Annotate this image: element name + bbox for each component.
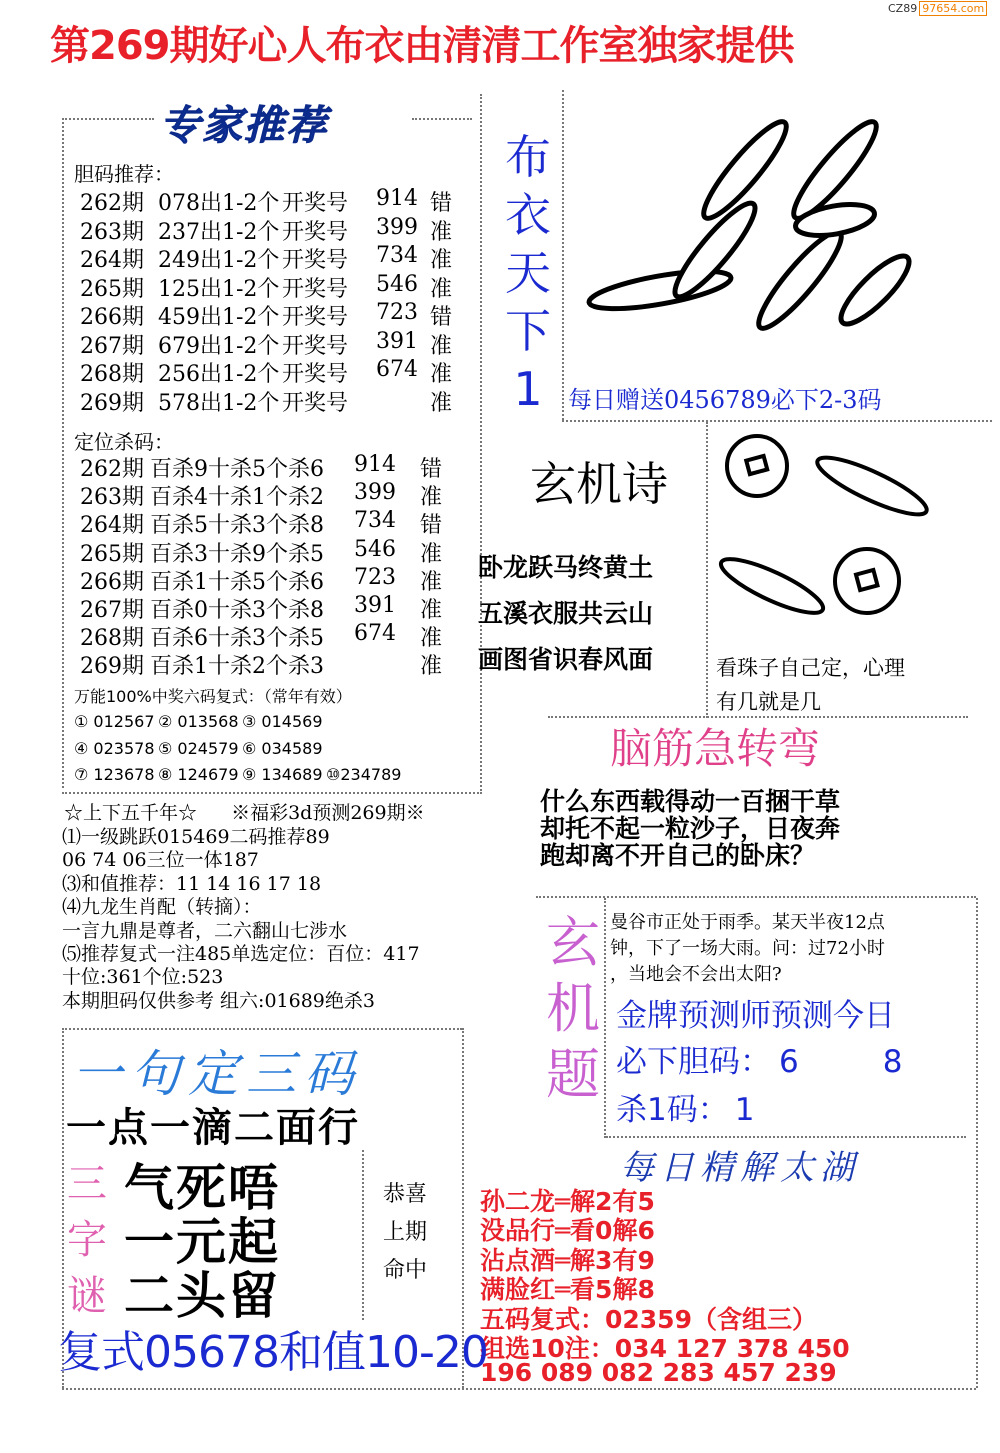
dan-row bbox=[80, 243, 480, 271]
dan-cell: 578出1-2个 bbox=[158, 390, 280, 416]
dan-row bbox=[80, 357, 480, 385]
wanneng-code: ⑧ 124679 bbox=[158, 765, 239, 784]
dan-cell: 准 bbox=[430, 276, 453, 302]
coin-bead-image bbox=[712, 426, 952, 636]
wanneng-code: ⑤ 024579 bbox=[158, 738, 239, 758]
watermark-site[interactable]: 97654.com bbox=[919, 1, 987, 16]
dan-cell: 399 bbox=[376, 214, 418, 240]
kill-cell: 百杀1十杀2个杀3 bbox=[150, 654, 324, 680]
kill-cell: 准 bbox=[420, 654, 443, 680]
gold-line-3 bbox=[616, 1084, 754, 1129]
divider bbox=[706, 422, 708, 718]
three-word-riddle-vertical bbox=[62, 1156, 112, 1324]
dan-cell: 262期 bbox=[80, 191, 144, 216]
dan-cell: 237出1-2个 bbox=[158, 219, 280, 245]
forecast-line: 十位:361个位:523 bbox=[62, 966, 224, 989]
wanneng-row bbox=[74, 712, 474, 736]
taihu-line: 沾点酒═解3有9 bbox=[480, 1245, 655, 1275]
poem-line: 五溪衣服共云山 bbox=[478, 599, 654, 628]
buyi-char: 下 bbox=[505, 304, 551, 358]
kill-cell: 准 bbox=[420, 626, 443, 652]
kill-cell: 266期 bbox=[80, 569, 144, 595]
taihu-line: 五码复式：02359（含组三） bbox=[480, 1304, 817, 1334]
taihu-line: 196 089 082 283 457 239 bbox=[480, 1358, 837, 1388]
divider bbox=[480, 94, 482, 794]
mystery-line: ，当地会不会出太阳? bbox=[610, 964, 782, 985]
wanneng-code: ② 013568 bbox=[158, 712, 239, 731]
divider bbox=[362, 1150, 364, 1320]
dan-cell: 267期 bbox=[80, 333, 144, 359]
riddle-word: 二头留 bbox=[124, 1266, 280, 1325]
kill-cell: 268期 bbox=[80, 626, 144, 652]
poem-line: 卧龙跃马终黄土 bbox=[478, 553, 654, 582]
dan-cell: 679出1-2个 bbox=[158, 333, 280, 359]
three-char: 谜 bbox=[67, 1273, 107, 1319]
congrats-vertical bbox=[380, 1176, 430, 1290]
forecast-line: ⑷九龙生肖配（转摘）： bbox=[62, 896, 262, 919]
kill-cell: 错 bbox=[420, 513, 443, 539]
dan-row bbox=[80, 300, 480, 328]
dan-cell: 723 bbox=[376, 300, 418, 325]
fushi-summary: 复式05678和值10-20 bbox=[58, 1327, 488, 1378]
expert-title: 专家推荐 bbox=[160, 103, 328, 149]
wanneng-row bbox=[74, 739, 474, 763]
gold-dan-label: 必下胆码： bbox=[616, 1044, 771, 1080]
watermark-code: CZ89 bbox=[888, 2, 918, 15]
dan-cell: 391 bbox=[376, 328, 418, 354]
kill-cell: 391 bbox=[354, 593, 396, 618]
dan-label: 胆码推荐： bbox=[74, 162, 174, 186]
bead-pattern-image bbox=[565, 118, 945, 378]
divider bbox=[62, 792, 482, 794]
dan-cell: 开奖号 bbox=[282, 191, 349, 216]
gold-kill-value: 1 bbox=[734, 1092, 755, 1128]
forecast-header-left: ☆上下五千年☆ bbox=[64, 802, 198, 824]
forecast-header-right: ※福彩3d预测269期※ bbox=[231, 802, 425, 824]
kill-cell: 263期 bbox=[80, 485, 144, 511]
gold-kill-label: 杀1码： bbox=[616, 1092, 729, 1128]
gold-line-2 bbox=[616, 1036, 902, 1081]
wanneng-label: 万能100%中奖六码复式：（常年有效） bbox=[74, 687, 352, 706]
taihu-line: 组选10注：034 127 378 450 bbox=[480, 1334, 850, 1363]
dan-cell: 开奖号 bbox=[282, 219, 349, 245]
three-char: 三 bbox=[67, 1161, 107, 1207]
kill-cell: 264期 bbox=[80, 513, 144, 539]
wanneng-code: ④ 023578 bbox=[74, 738, 155, 758]
divider bbox=[62, 118, 64, 788]
riddle-line: 跑却离不开自己的卧床？ bbox=[540, 841, 816, 870]
congrats-word: 上期 bbox=[382, 1220, 427, 1245]
dan-cell: 268期 bbox=[80, 362, 144, 387]
dan-cell: 准 bbox=[430, 219, 453, 245]
sentence-title: 一句定三码 bbox=[72, 1045, 362, 1103]
kill-row bbox=[80, 593, 480, 621]
riddle-title: 脑筋急转弯 bbox=[610, 724, 821, 773]
dan-row bbox=[80, 386, 480, 414]
divider bbox=[62, 1028, 462, 1030]
dan-cell: 开奖号 bbox=[282, 362, 349, 387]
divider bbox=[412, 118, 472, 120]
kill-cell: 错 bbox=[420, 457, 443, 482]
mystery-vertical-title bbox=[540, 910, 606, 1108]
kill-cell: 734 bbox=[354, 508, 396, 534]
wanneng-code: ⑦ 123678 bbox=[74, 765, 155, 784]
dan-cell: 开奖号 bbox=[282, 333, 349, 359]
kill-cell: 百杀1十杀5个杀6 bbox=[150, 569, 324, 595]
poem-line: 画图省识春风面 bbox=[478, 645, 654, 674]
kill-cell: 674 bbox=[354, 621, 396, 647]
kill-cell: 546 bbox=[354, 536, 396, 562]
divider bbox=[62, 1388, 976, 1390]
poem-note-line: 看珠子自己定，心理 bbox=[716, 656, 905, 680]
kill-cell: 准 bbox=[420, 485, 443, 511]
dan-cell: 256出1-2个 bbox=[158, 362, 280, 387]
taihu-line: 没品行═看0解6 bbox=[480, 1216, 655, 1246]
dan-cell: 078出1-2个 bbox=[158, 191, 280, 216]
divider bbox=[62, 118, 154, 120]
mystery-char: 机 bbox=[546, 977, 600, 1040]
buyi-char: 布 bbox=[505, 130, 551, 184]
congrats-word: 命中 bbox=[382, 1258, 427, 1283]
forecast-line: 06 74 06三位一体187 bbox=[62, 849, 259, 872]
taihu-title: 每日精解太湖 bbox=[620, 1148, 860, 1188]
kill-row bbox=[80, 537, 480, 565]
dan-row bbox=[80, 186, 480, 214]
kill-cell: 准 bbox=[420, 598, 443, 623]
kill-row bbox=[80, 452, 480, 480]
riddle-word: 气死唔 bbox=[124, 1158, 280, 1217]
dan-row bbox=[80, 272, 480, 300]
wanneng-code: ③ 014569 bbox=[242, 712, 323, 731]
wanneng-code: ⑥ 034589 bbox=[242, 738, 323, 758]
dan-cell: 674 bbox=[376, 357, 418, 382]
dan-cell: 265期 bbox=[80, 276, 144, 302]
three-char: 字 bbox=[67, 1217, 107, 1263]
kill-cell: 百杀5十杀3个杀8 bbox=[150, 513, 324, 539]
dan-cell: 开奖号 bbox=[282, 248, 349, 273]
divider bbox=[562, 90, 564, 420]
dan-cell: 914 bbox=[376, 186, 418, 211]
kill-cell: 265期 bbox=[80, 541, 144, 567]
dan-cell: 125出1-2个 bbox=[158, 276, 280, 302]
kill-cell: 百杀4十杀1个杀2 bbox=[150, 485, 324, 511]
wanneng-code: ① 012567 bbox=[74, 712, 155, 731]
forecast-header bbox=[64, 798, 425, 825]
mystery-line: 曼谷市正处于雨季。某天半夜12点 bbox=[610, 912, 885, 933]
kill-cell: 准 bbox=[420, 541, 443, 567]
kill-cell: 399 bbox=[354, 480, 396, 506]
buyi-char: 衣 bbox=[505, 188, 551, 242]
poem-title: 玄机诗 bbox=[530, 457, 668, 511]
dan-cell: 249出1-2个 bbox=[158, 248, 280, 273]
forecast-line: ⑴一级跳跃015469二码推荐89 bbox=[62, 826, 330, 848]
dan-cell: 269期 bbox=[80, 390, 144, 416]
buyi-char: 1 bbox=[513, 362, 543, 416]
kill-cell: 百杀6十杀3个杀5 bbox=[150, 626, 324, 652]
kill-row bbox=[80, 508, 480, 539]
kill-label: 定位杀码： bbox=[74, 430, 174, 454]
dan-cell: 开奖号 bbox=[282, 305, 349, 330]
dan-cell: 开奖号 bbox=[282, 276, 349, 302]
dan-cell: 459出1-2个 bbox=[158, 305, 280, 330]
kill-row bbox=[80, 621, 480, 652]
page-title: 第269期好心人布衣由清清工作室独家提供 bbox=[50, 23, 794, 69]
kill-row bbox=[80, 565, 480, 593]
riddle-word: 一元起 bbox=[124, 1212, 280, 1271]
gold-line-1: 金牌预测师预测今日 bbox=[616, 998, 895, 1034]
daily-gift: 每日赠送0456789必下2-3码 bbox=[568, 386, 882, 414]
wanneng-code: ⑩234789 bbox=[326, 765, 402, 784]
kill-row bbox=[80, 480, 480, 511]
dan-cell: 错 bbox=[430, 191, 453, 216]
kill-cell: 准 bbox=[420, 569, 443, 595]
gold-dan-a: 6 bbox=[779, 1044, 799, 1080]
buyi-char: 天 bbox=[505, 246, 551, 300]
dan-row bbox=[80, 329, 480, 357]
divider bbox=[536, 896, 976, 898]
dan-cell: 开奖号 bbox=[282, 390, 349, 416]
forecast-line: ⑶和值推荐：11 14 16 17 18 bbox=[62, 872, 322, 895]
kill-cell: 262期 bbox=[80, 457, 144, 482]
kill-cell: 百杀0十杀3个杀8 bbox=[150, 598, 324, 623]
taihu-line: 孙二龙═解2有5 bbox=[480, 1187, 655, 1216]
sentence-clue: 一点一滴二面行 bbox=[66, 1105, 360, 1151]
dan-cell: 264期 bbox=[80, 248, 144, 273]
mystery-line: 钟，下了一场大雨。问：过72小时 bbox=[610, 938, 885, 959]
forecast-line: ⑸推荐复式一注485单选定位：百位：417 bbox=[62, 943, 420, 965]
congrats-word: 恭喜 bbox=[382, 1182, 427, 1207]
dan-cell: 准 bbox=[430, 333, 453, 359]
mystery-char: 玄 bbox=[546, 911, 600, 974]
dan-cell: 266期 bbox=[80, 305, 144, 330]
mystery-text bbox=[610, 910, 970, 988]
dan-cell: 准 bbox=[430, 248, 453, 273]
mystery-char: 题 bbox=[546, 1043, 600, 1106]
dan-cell: 准 bbox=[430, 362, 453, 387]
kill-cell: 723 bbox=[354, 564, 396, 590]
riddle-line: 却托不起一粒沙子，日夜奔 bbox=[540, 814, 841, 843]
taihu-line: 满脸红═看5解8 bbox=[480, 1275, 655, 1305]
kill-cell: 267期 bbox=[80, 598, 144, 623]
forecast-line: 一言九鼎是尊者，二六翻山七涉水 bbox=[62, 919, 348, 942]
kill-cell: 269期 bbox=[80, 654, 144, 680]
riddle-text bbox=[540, 788, 840, 869]
kill-row bbox=[80, 649, 480, 680]
wanneng-code: ⑨ 134689 bbox=[242, 765, 323, 784]
dan-cell: 准 bbox=[430, 390, 453, 416]
dan-cell: 错 bbox=[430, 305, 453, 330]
divider bbox=[562, 420, 992, 422]
divider bbox=[976, 898, 978, 1388]
dan-cell: 263期 bbox=[80, 219, 144, 245]
dan-row bbox=[80, 215, 480, 243]
dan-cell: 546 bbox=[376, 271, 418, 297]
kill-cell: 914 bbox=[354, 452, 396, 477]
gold-dan-b: 8 bbox=[882, 1044, 903, 1080]
buyi-vertical-title bbox=[498, 128, 558, 418]
forecast-line: 本期胆码仅供参考 组六:01689绝杀3 bbox=[62, 989, 375, 1012]
riddle-line: 什么东西载得动一百捆干草 bbox=[540, 787, 841, 816]
poem-note-line: 有几就是几 bbox=[716, 690, 821, 714]
dan-cell: 734 bbox=[376, 243, 418, 268]
kill-cell: 百杀9十杀5个杀6 bbox=[150, 457, 324, 482]
kill-cell: 百杀3十杀9个杀5 bbox=[150, 541, 324, 567]
divider bbox=[606, 1136, 966, 1138]
wanneng-row bbox=[74, 765, 474, 789]
